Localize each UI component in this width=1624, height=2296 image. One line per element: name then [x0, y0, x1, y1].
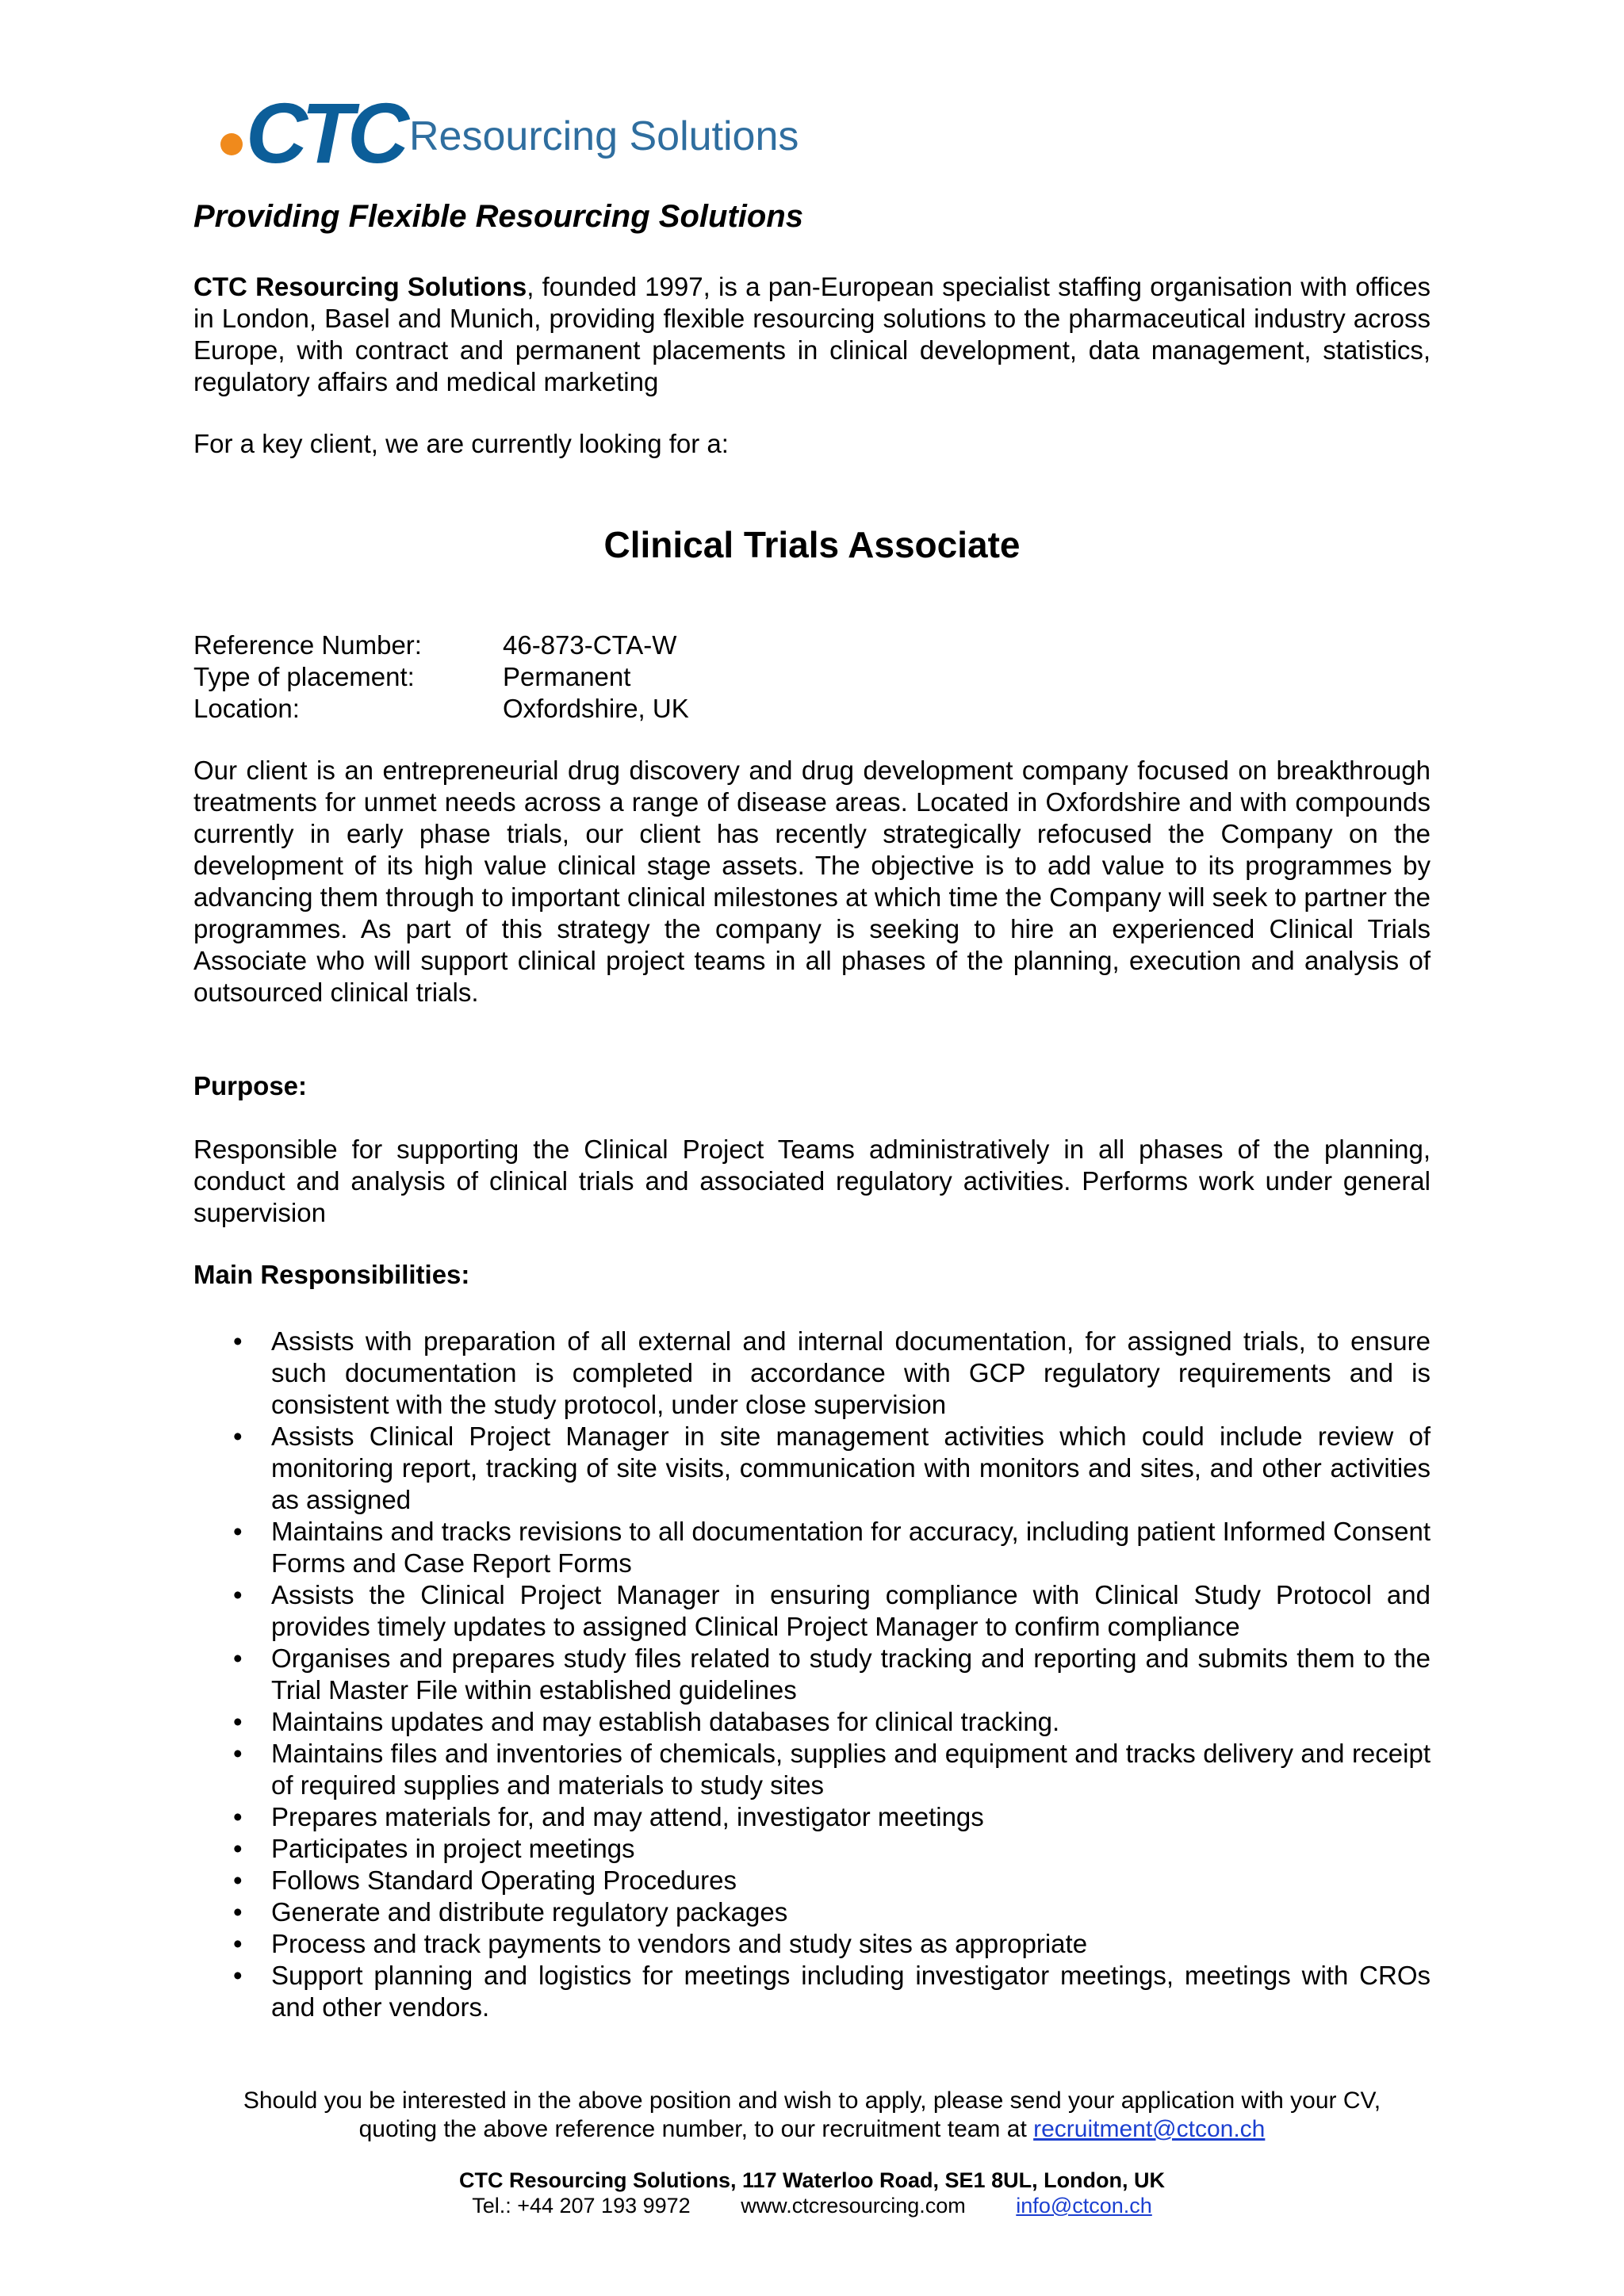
footer-contact — [193, 2193, 1431, 2218]
tagline: Providing Flexible Resourcing Solutions — [193, 199, 803, 234]
list-item: • Organises and prepares study files related to study tracking and reporting and submits them to the Trial Master File within established guidelines — [233, 1644, 1431, 1705]
list-item: • Process and track payments to vendors and study sites as appropriate — [233, 1929, 1088, 1958]
recruitment-email-link[interactable]: recruitment@ctcon.ch — [1033, 2116, 1266, 2142]
list-item: • Assists with preparation of all external and internal documentation, for assigned trials, to ensure such documentation is completed in accordance with GCP regulatory requirements and is consistent with the study protocol, under close supervision — [233, 1326, 1431, 1419]
footer-telephone: Tel.: +44 207 193 9972 — [472, 2194, 691, 2218]
responsibilities-heading: Main Responsibilities: — [193, 1260, 470, 1289]
bullet-icon: • — [233, 1644, 243, 1673]
list-item: • Prepares materials for, and may attend, investigator meetings — [233, 1802, 984, 1831]
company-description: Our client is an entrepreneurial drug discovery and drug development company focused on breakthrough treatments for unmet needs across a range of disease areas. Located in Oxfordshire and with compounds currently in early phase trials, our client has recently strategically refocused the Company on the development of its high value clinical stage assets. The objective is to add value to its programmes by advancing them through to important clinical milestones at which time the Company will seek to partner the programmes. As part of this strategy the company is seeking to hire an experienced Clinical Trials Associate who will support clinical project teams in all phases of the planning, execution and analysis of outsourced clinical trials. — [193, 756, 1431, 1007]
detail-value: Permanent — [503, 662, 631, 691]
footer-address: CTC Resourcing Solutions, 117 Waterloo Road, SE1 8UL, London, UK — [458, 2168, 1166, 2192]
logo-orange-dot-icon — [220, 133, 243, 155]
purpose-text: Responsible for supporting the Clinical Project Teams administratively in all phases of the planning, conduct and analysis of clinical trials and associated regulatory activities. Performs work under general supervision — [193, 1135, 1431, 1227]
logo-mark: CTC — [246, 85, 403, 181]
apply-line-1: Should you be interested in the above position and wish to apply, please send your application with your CV, — [243, 2087, 1381, 2114]
bullet-icon: • — [233, 1834, 243, 1863]
purpose-heading: Purpose: — [193, 1071, 308, 1100]
list-item: • Assists the Clinical Project Manager in ensuring compliance with Clinical Study Protocol and provides timely updates to assigned Clinical Project Manager to confirm compliance — [233, 1580, 1431, 1641]
list-item: • Maintains updates and may establish databases for clinical tracking. — [233, 1707, 1060, 1736]
list-item: • Generate and distribute regulatory packages — [233, 1897, 788, 1927]
list-item: • Assists Clinical Project Manager in site management activities which could include review of monitoring report, tracking of site visits, communication with monitors and sites, and other activities as assigned — [233, 1422, 1431, 1514]
detail-row-location — [193, 693, 1431, 725]
detail-row-placement — [193, 661, 1431, 693]
bullet-icon: • — [233, 1326, 243, 1356]
list-item: • Maintains and tracks revisions to all documentation for accuracy, including patient Informed Consent Forms and Case Report Forms — [233, 1517, 1431, 1578]
responsibilities-list — [193, 1326, 1431, 2023]
bullet-icon: • — [233, 1422, 243, 1451]
apply-instructions — [193, 2087, 1431, 2144]
intro-paragraph — [193, 271, 1431, 398]
bullet-icon: • — [233, 1580, 243, 1609]
bullet-icon: • — [233, 1517, 243, 1546]
detail-label: Location: — [193, 694, 300, 723]
list-item: • Follows Standard Operating Procedures — [233, 1866, 737, 1895]
detail-value: Oxfordshire, UK — [503, 694, 689, 723]
bullet-icon: • — [233, 1739, 243, 1768]
detail-label: Type of placement: — [193, 662, 415, 691]
company-name: CTC Resourcing Solutions — [193, 272, 527, 301]
detail-row-reference — [193, 629, 1431, 661]
job-details — [193, 629, 1431, 725]
bullet-icon: • — [233, 1897, 243, 1927]
apply-line-2: quoting the above reference number, to our recruitment team at recruitment@ctcon.ch — [358, 2116, 1266, 2142]
footer-email-link[interactable]: info@ctcon.ch — [1016, 2194, 1152, 2218]
bullet-icon: • — [233, 1961, 243, 1990]
list-item: • Participates in project meetings — [233, 1834, 635, 1863]
logo-name: Resourcing Solutions — [409, 113, 799, 159]
bullet-icon: • — [233, 1707, 243, 1736]
bullet-icon: • — [233, 1929, 243, 1958]
bullet-icon: • — [233, 1866, 243, 1895]
intro-text: , founded 1997, is a pan-European specialist staffing organisation with offices in London, Basel and Munich, providing flexible resourcing solutions to the pharmaceutical industry across Europe, with contract and permanent placements in clinical development, data management, statistics, regulatory affairs and medical marketing — [193, 272, 1431, 396]
looking-for-text: For a key client, we are currently looking for a: — [193, 429, 729, 458]
bullet-icon: • — [233, 1802, 243, 1831]
list-item: • Maintains files and inventories of chemicals, supplies and equipment and tracks delivery and receipt of required supplies and materials to study sites — [233, 1739, 1431, 1800]
job-title: Clinical Trials Associate — [603, 524, 1021, 565]
detail-label: Reference Number: — [193, 630, 422, 660]
footer-website: www.ctcresourcing.com — [741, 2194, 966, 2218]
footer — [193, 2168, 1431, 2218]
main-content — [193, 198, 1431, 2023]
detail-value: 46-873-CTA-W — [503, 630, 677, 660]
list-item: • Support planning and logistics for meetings including investigator meetings, meetings with CROs and other vendors. — [233, 1961, 1431, 2022]
